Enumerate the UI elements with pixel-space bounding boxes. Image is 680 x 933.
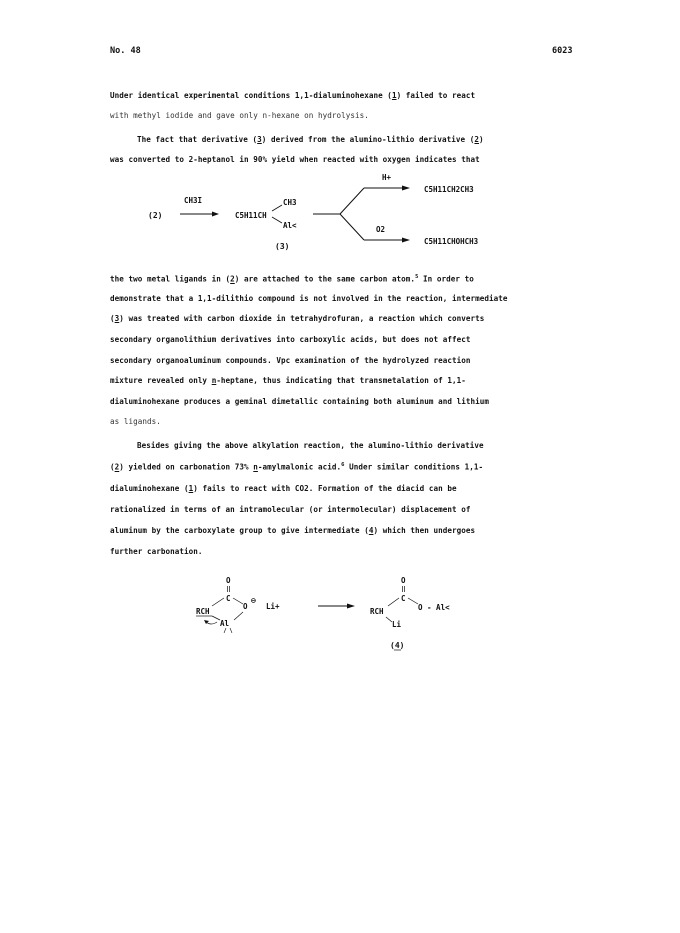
- scheme2-right-bond-o: [408, 598, 418, 604]
- para4-line5: aluminum by the carboxylate group to give intermediate (4) which then undergoes: [110, 526, 476, 535]
- scheme2-right-li: Li: [392, 620, 402, 629]
- scheme2-left-al: Al: [220, 619, 230, 628]
- scheme2-label: (4): [390, 641, 405, 650]
- para3-line5: secondary organoaluminum compounds. Vpc examination of the hydrolyzed reaction: [110, 356, 471, 365]
- para4-line6: further carbonation.: [110, 547, 203, 556]
- scheme1-upper-reagent: H+: [382, 173, 392, 182]
- scheme2-left-c: C: [226, 594, 231, 603]
- para3-line8: as ligands.: [110, 417, 161, 426]
- scheme1-al: Al<: [283, 221, 297, 230]
- para4-line4: rationalized in terms of an intramolecular (or intermolecular) displacement of: [110, 505, 471, 514]
- para3-line1: the two metal ligands in (2) are attached to the same carbon atom.$^5$ In order to: [110, 274, 474, 284]
- scheme2-left-charge: ⊖: [251, 596, 256, 605]
- scheme2-right-c: C: [401, 594, 406, 603]
- scheme2-right-o: O: [401, 576, 406, 585]
- para3-line3: (3) was treated with carbon dioxide in tetrahydrofuran, a reaction which converts: [110, 314, 485, 323]
- scheme2-left-al-tick-a: [224, 628, 226, 633]
- scheme2-left-al-tick-b: [230, 628, 232, 633]
- journal-issue: No. 48: [110, 46, 141, 56]
- para2-line1: The fact that derivative (3) derived from the alumino-lithio derivative (2): [137, 135, 484, 144]
- para4-line2: (2) yielded on carbonation 73% n-amylmalonic acid.$^6$ Under similar conditions 1,1-: [110, 462, 484, 472]
- para3-line2: demonstrate that a 1,1-dilithio compound is not involved in the reaction, intermediate: [110, 294, 508, 303]
- scheme1-lower-reagent: O2: [376, 225, 386, 234]
- scheme2-left-li: Li+: [266, 602, 280, 611]
- scheme1-ch3: CH3: [283, 198, 297, 207]
- para4-line3: dialuminohexane (1) fails to react with CO2. Formation of the diacid can be: [110, 484, 457, 493]
- para1-line2: with methyl iodide and gave only n-hexane on hydrolysis.: [110, 111, 369, 120]
- scheme2-left-bond-rch: [212, 598, 224, 606]
- para4-line1: Besides giving the above alkylation reaction, the alumino-lithio derivative: [137, 441, 484, 450]
- scheme1-start-label: (2): [148, 211, 163, 220]
- scheme2-right-bond-rch: [388, 598, 399, 606]
- scheme1-intermediate-label: (3): [275, 242, 290, 251]
- scheme2-left-bond-o-al: [234, 612, 243, 620]
- scheme2-left-bond-al: [212, 616, 220, 620]
- para3-line6: mixture revealed only n-heptane, thus indicating that transmetalation of 1,1-: [110, 376, 466, 385]
- scheme2-arrowhead: [347, 604, 355, 609]
- para3-line7: dialuminohexane produces a geminal dimetallic containing both aluminum and lithium: [110, 397, 489, 406]
- para1-line1: Under identical experimental conditions 1,1-dialuminohexane (1) failed to react: [110, 91, 476, 100]
- scheme1-reagent: CH3I: [184, 196, 203, 205]
- para2-line2: was converted to 2-heptanol in 90% yield when reacted with oxygen indicates that: [110, 155, 480, 164]
- scheme1-intermediate-main: C5H11CH: [235, 211, 267, 220]
- scheme1-lower-product: C5H11CHOHCH3: [424, 237, 479, 246]
- page-number: 6023: [552, 46, 573, 56]
- scheme2-left-bond-o: [233, 598, 243, 604]
- para3-line4: secondary organolithium derivatives into carboxylic acids, but does not affect: [110, 335, 471, 344]
- scheme2-left-rch: RCH: [196, 607, 210, 616]
- scheme1-upper-product: C5H11CH2CH3: [424, 185, 474, 194]
- scheme2-left-o: O: [226, 576, 231, 585]
- scheme2-right-oal: O - Al<: [418, 603, 450, 612]
- scheme2-right-rch: RCH: [370, 607, 384, 616]
- scheme2-left-o2: O: [243, 602, 248, 611]
